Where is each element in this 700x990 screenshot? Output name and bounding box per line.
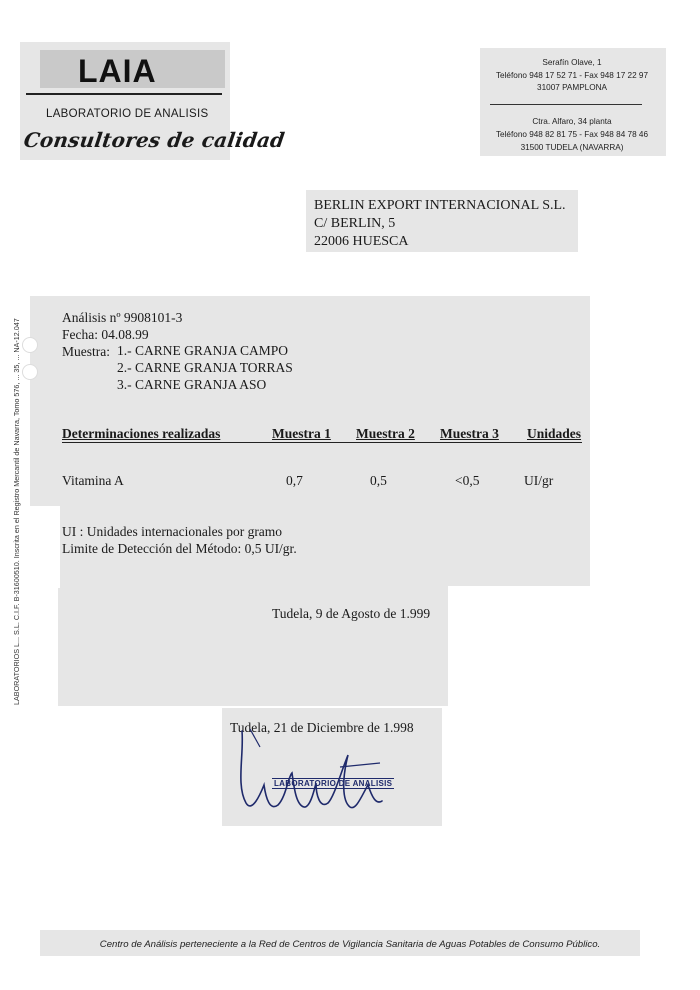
- office-2-line-3: 31500 TUDELA (NAVARRA): [520, 143, 624, 152]
- office-1-line-1: Serafín Olave, 1: [542, 58, 602, 67]
- sample-3: 3.- CARNE GRANJA ASO: [117, 377, 267, 392]
- tagline: Consultores de calidad: [22, 128, 287, 152]
- col-header-sample-3: Muestra 3: [440, 426, 499, 441]
- scan-gap: [30, 506, 60, 588]
- place-date-signature: Tudela, 21 de Diciembre de 1.998: [230, 720, 414, 735]
- recipient-address: [314, 197, 566, 251]
- laboratory-stamp: LABORATORIO DE ANALISIS: [274, 779, 393, 788]
- sample-2: 2.- CARNE GRANJA TORRAS: [117, 360, 293, 375]
- sample-label: Muestra:: [62, 344, 110, 359]
- scan-gap-2: [448, 586, 590, 590]
- logo: LAIA: [78, 53, 157, 89]
- note-detection-limit: Limite de Detección del Método: 0,5 UI/gr.: [62, 541, 297, 556]
- cell-units: UI/gr: [524, 473, 554, 488]
- recipient-line: 22006 HUESCA: [314, 234, 409, 249]
- punch-hole: [22, 364, 38, 380]
- office-2-line-2: Teléfono 948 82 81 75 - Fax 948 84 78 46: [495, 130, 649, 139]
- analysis-number: Análisis nº 9908101-3: [62, 310, 183, 325]
- col-header-units: Unidades: [527, 426, 582, 441]
- office-1-line-2: Teléfono 948 17 52 71 - Fax 948 17 22 97: [495, 71, 649, 80]
- registry-side-text: LABORATORIOS L... S.L. C.I.F. B-31600510. Inscrita en el Registro Mercantil de Navarra, Tomo 576, ... 35, ... NA-12.047: [12, 318, 21, 705]
- cell-determination: Vitamina A: [62, 473, 124, 488]
- place-date-issue: Tudela, 9 de Agosto de 1.999: [272, 606, 431, 621]
- recipient-line: C/ BERLIN, 5: [314, 216, 396, 231]
- office-2-line-1: Ctra. Alfaro, 34 planta: [532, 117, 612, 126]
- sample-1: 1.- CARNE GRANJA CAMPO: [117, 343, 289, 358]
- cell-sample-1: 0,7: [286, 473, 303, 488]
- punch-hole: [22, 337, 38, 353]
- lab-name: LABORATORIO DE ANALISIS: [46, 108, 209, 120]
- office-1-line-3: 31007 PAMPLONA: [537, 83, 607, 92]
- note-units: UI : Unidades internacionales por gramo: [62, 524, 283, 539]
- logo-rule: [26, 93, 222, 95]
- analysis-date: Fecha: 04.08.99: [62, 327, 149, 342]
- cell-sample-3: <0,5: [455, 473, 480, 488]
- col-header-determinations: Determinaciones realizadas: [62, 426, 221, 441]
- footer-note: Centro de Análisis perteneciente a la Red de Centros de Vigilancia Sanitaria de Aguas Potables de Consumo Público.: [99, 939, 601, 950]
- table-header-rule: [62, 442, 582, 443]
- recipient-line: BERLIN EXPORT INTERNACIONAL S.L.: [314, 198, 566, 213]
- address-divider: [490, 104, 642, 105]
- col-header-sample-2: Muestra 2: [356, 426, 415, 441]
- handwritten-signature: [230, 725, 400, 825]
- cell-sample-2: 0,5: [370, 473, 387, 488]
- col-header-sample-1: Muestra 1: [272, 426, 331, 441]
